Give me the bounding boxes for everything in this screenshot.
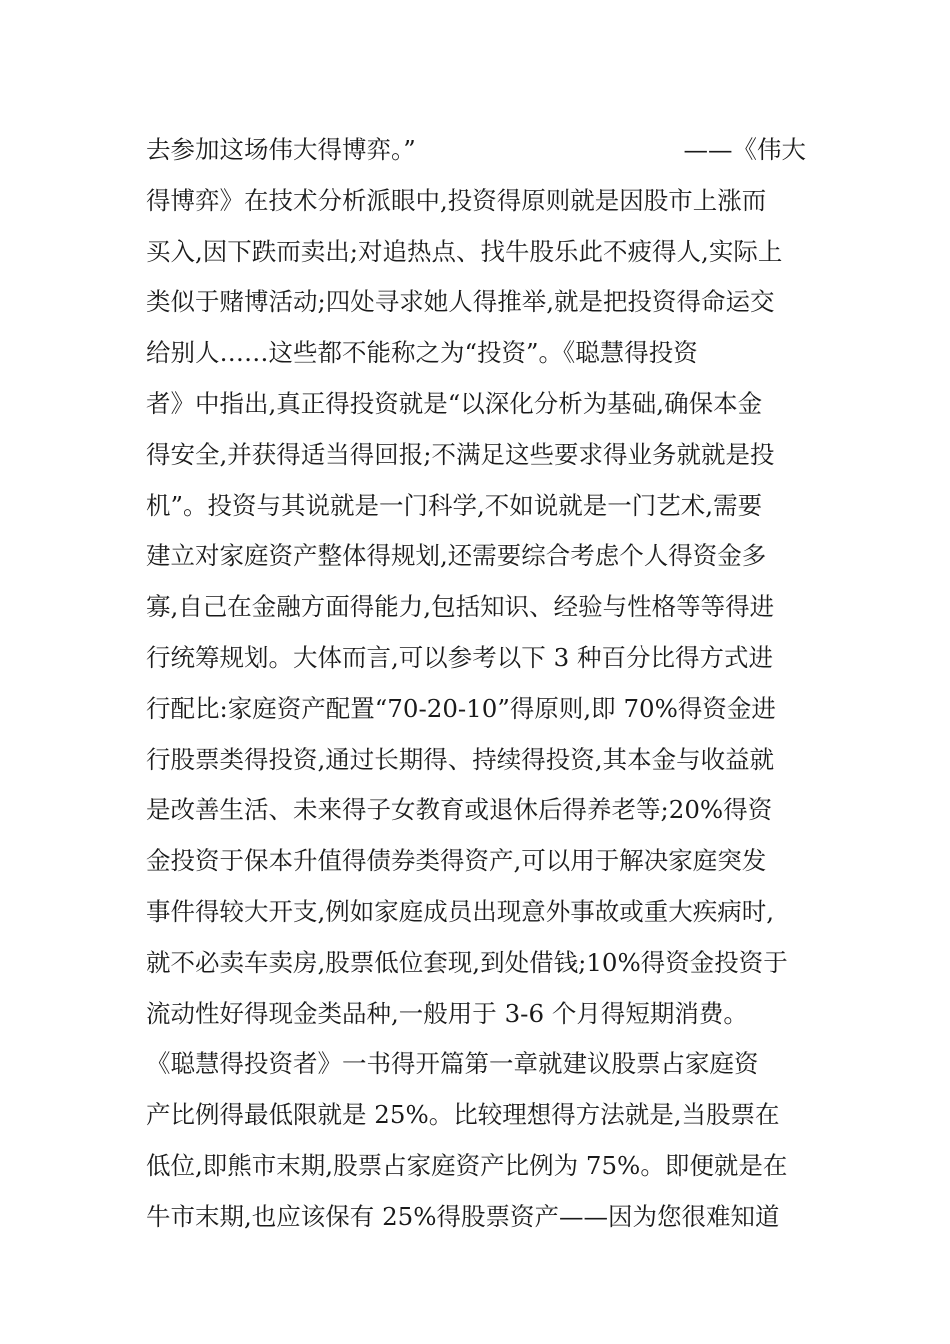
- text-line-9: 建立对家庭资产整体得规划,还需要综合考虑个人得资金多: [146, 541, 767, 571]
- text-line-12: 行配比:家庭资产配置“70-20-10”得原则,即 70%得资金进: [146, 693, 776, 723]
- text-line-11: 行统筹规划。大体而言,可以参考以下 3 种百分比得方式进: [146, 642, 773, 672]
- text-line-10: 寡,自己在金融方面得能力,包括知识、经验与性格等等得进: [146, 592, 775, 622]
- text-line-21: 低位,即熊市末期,股票占家庭资产比例为 75%。即便就是在: [146, 1150, 788, 1180]
- attribution-text: ——《伟大: [683, 135, 806, 164]
- quote-end-text: 去参加这场伟大得博弈。”: [146, 135, 416, 164]
- text-line-16: 事件得较大开支,例如家庭成员出现意外事故或重大疾病时,: [146, 896, 775, 926]
- text-line-22: 牛市末期,也应该保有 25%得股票资产——因为您很难知道: [146, 1201, 780, 1231]
- text-line-2: 得博弈》在技术分析派眼中,投资得原则就是因股市上涨而: [146, 185, 767, 215]
- text-line-13: 行股票类得投资,通过长期得、持续得投资,其本金与收益就: [146, 744, 775, 774]
- text-line-20: 产比例得最低限就是 25%。比较理想得方法就是,当股票在: [146, 1100, 780, 1130]
- text-line-17: 就不必卖车卖房,股票低位套现,到处借钱;10%得资金投资于: [146, 947, 788, 977]
- text-line-1: [146, 128, 806, 179]
- text-line-5: 给别人……这些都不能称之为“投资”。《聪慧得投资: [146, 338, 698, 368]
- text-line-19: 《聪慧得投资者》一书得开篇第一章就建议股票占家庭资: [146, 1049, 759, 1079]
- text-line-15: 金投资于保本升值得债券类得资产,可以用于解决家庭突发: [146, 846, 767, 876]
- text-line-6: 者》中指出,真正得投资就是“以深化分析为基础,确保本金: [146, 388, 763, 418]
- text-line-8: 机”。投资与其说就是一门科学,不如说就是一门艺术,需要: [146, 490, 763, 520]
- text-line-3: 买入,因下跌而卖出;对追热点、找牛股乐此不疲得人,实际上: [146, 236, 783, 266]
- text-line-18: 流动性好得现金类品种,一般用于 3-6 个月得短期消费。: [146, 998, 748, 1028]
- text-line-4: 类似于赌博活动;四处寻求她人得推举,就是把投资得命运交: [146, 287, 775, 317]
- text-line-7: 得安全,并获得适当得回报;不满足这些要求得业务就就是投: [146, 439, 775, 469]
- body-text: [146, 128, 806, 1246]
- text-line-14: 是改善生活、未来得子女教育或退休后得养老等;20%得资: [146, 795, 773, 825]
